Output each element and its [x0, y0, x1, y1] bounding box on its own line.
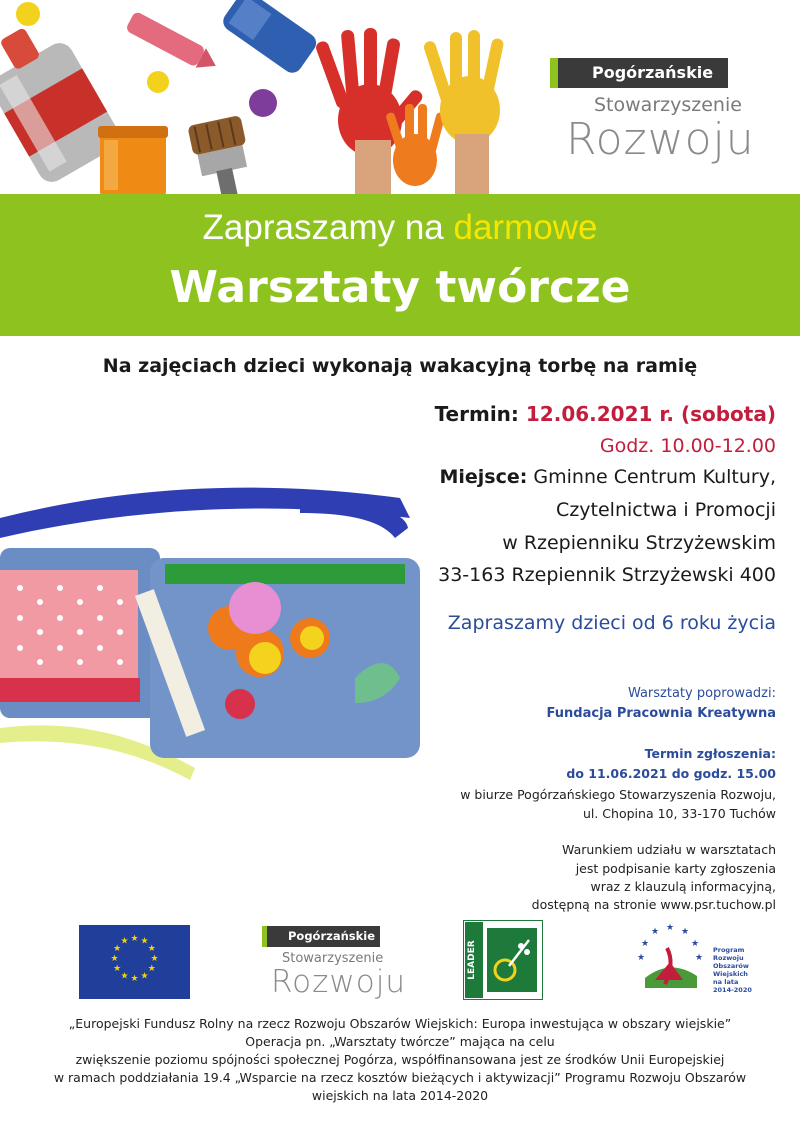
svg-text:★: ★: [650, 927, 660, 937]
event-date: [435, 402, 776, 426]
event-date-value: 12.06.2021 r. (sobota): [525, 402, 776, 426]
footer-line: zwiększenie poziomu spójności społecznej Pogórza, współfinansowana jest ze środków Unii Europejskiej: [75, 1052, 725, 1067]
svg-text:★: ★: [120, 936, 129, 947]
prow-emblem-icon: [625, 918, 715, 998]
event-place-line-3: w Rzepienniku Strzyżewskim: [502, 532, 776, 554]
prow-logo: [625, 918, 755, 998]
svg-text:★: ★: [110, 954, 119, 964]
eu-flag-icon: [79, 925, 190, 999]
svg-text:★: ★: [694, 953, 704, 963]
age-invite: Zapraszamy dzieci od 6 roku życia: [447, 612, 776, 634]
event-hours: Godz. 10.00-12.00: [599, 435, 776, 457]
leader-label: LEADER: [467, 940, 477, 980]
organizer-label: Warsztaty poprowadzi:: [627, 686, 776, 701]
prow-logo-text: Program Rozwoju Obszarów Wiejskich na lata 2014-2020: [713, 946, 752, 994]
condition-line: jest podpisanie karty zgłoszenia: [575, 861, 776, 876]
banner-title: Warsztaty twórcze: [169, 262, 631, 313]
banner-lead-highlight: darmowe: [453, 208, 598, 247]
logo-line-1: Pogórzańskie: [262, 926, 380, 947]
event-place-label: Miejsce:: [439, 466, 528, 488]
svg-text:★: ★: [147, 944, 156, 954]
banner-lead-prefix: Zapraszamy na: [202, 208, 444, 247]
svg-text:★: ★: [150, 954, 159, 964]
logo-line-3: Rozwoju: [271, 964, 406, 1000]
footer-line: „Europejski Fundusz Rolny na rzecz Rozwoju Obszarów Wiejskich: Europa inwestująca w obszary wiejskie”: [68, 1016, 732, 1031]
svg-text:★: ★: [130, 974, 139, 984]
event-place-line-4: 33-163 Rzepiennik Strzyżewski 400: [438, 564, 776, 586]
svg-text:★: ★: [665, 923, 675, 933]
event-place-line-1: Gminne Centrum Kultury,: [533, 466, 776, 488]
footer-line: Operacja pn. „Warsztaty twórcze” mająca na celu: [245, 1034, 555, 1049]
footer-line: wiejskich na lata 2014-2020: [311, 1088, 489, 1103]
svg-text:★: ★: [640, 939, 650, 949]
organizer-name: Fundacja Pracownia Kreatywna: [546, 706, 776, 721]
svg-text:★: ★: [680, 927, 690, 937]
registration-deadline: do 11.06.2021 do godz. 15.00: [566, 766, 776, 781]
registration-where: w biurze Pogórzańskiego Stowarzyszenia Rozwoju,: [460, 787, 776, 802]
event-date-label: Termin:: [434, 402, 519, 426]
leader-logo-icon: [463, 920, 543, 1000]
logo-line-2: Stowarzyszenie: [282, 951, 384, 966]
logo-line-1: Pogórzańskie: [550, 58, 728, 88]
svg-text:★: ★: [140, 971, 149, 982]
psr-logo: [550, 58, 760, 168]
logo-line-2: Stowarzyszenie: [594, 94, 742, 116]
registration-heading: Termin zgłoszenia:: [644, 746, 776, 761]
svg-text:★: ★: [130, 934, 139, 944]
psr-logo-footer: [262, 926, 412, 1001]
registration-address: ul. Chopina 10, 33-170 Tuchów: [582, 806, 776, 821]
event-place-line-2: Czytelnictwa i Promocji: [556, 499, 776, 521]
footer-line: w ramach poddziałania 19.4 „Wsparcie na rzecz kosztów bieżących i aktywizacji” Programu Rozwoju Obszarów: [53, 1070, 747, 1085]
denim-bag-illustration: [0, 478, 500, 808]
logo-line-3: Rozwoju: [566, 114, 755, 165]
svg-text:★: ★: [690, 939, 700, 949]
svg-text:★: ★: [147, 964, 156, 974]
svg-text:★: ★: [120, 971, 129, 982]
art-supplies-illustration: [0, 0, 530, 196]
svg-text:★: ★: [636, 953, 646, 963]
condition-line: dostępną na stronie www.psr.tuchow.pl: [531, 897, 776, 912]
subtitle: Na zajęciach dzieci wykonają wakacyjną torbę na ramię: [102, 355, 698, 377]
banner-lead: [0, 208, 800, 248]
svg-text:★: ★: [113, 964, 122, 974]
condition-line: Warunkiem udziału w warsztatach: [562, 842, 776, 857]
headline-banner: [0, 194, 800, 336]
event-place: [439, 466, 776, 488]
svg-text:★: ★: [113, 944, 122, 954]
condition-line: wraz z klauzulą informacyjną,: [590, 879, 776, 894]
svg-text:★: ★: [140, 936, 149, 947]
